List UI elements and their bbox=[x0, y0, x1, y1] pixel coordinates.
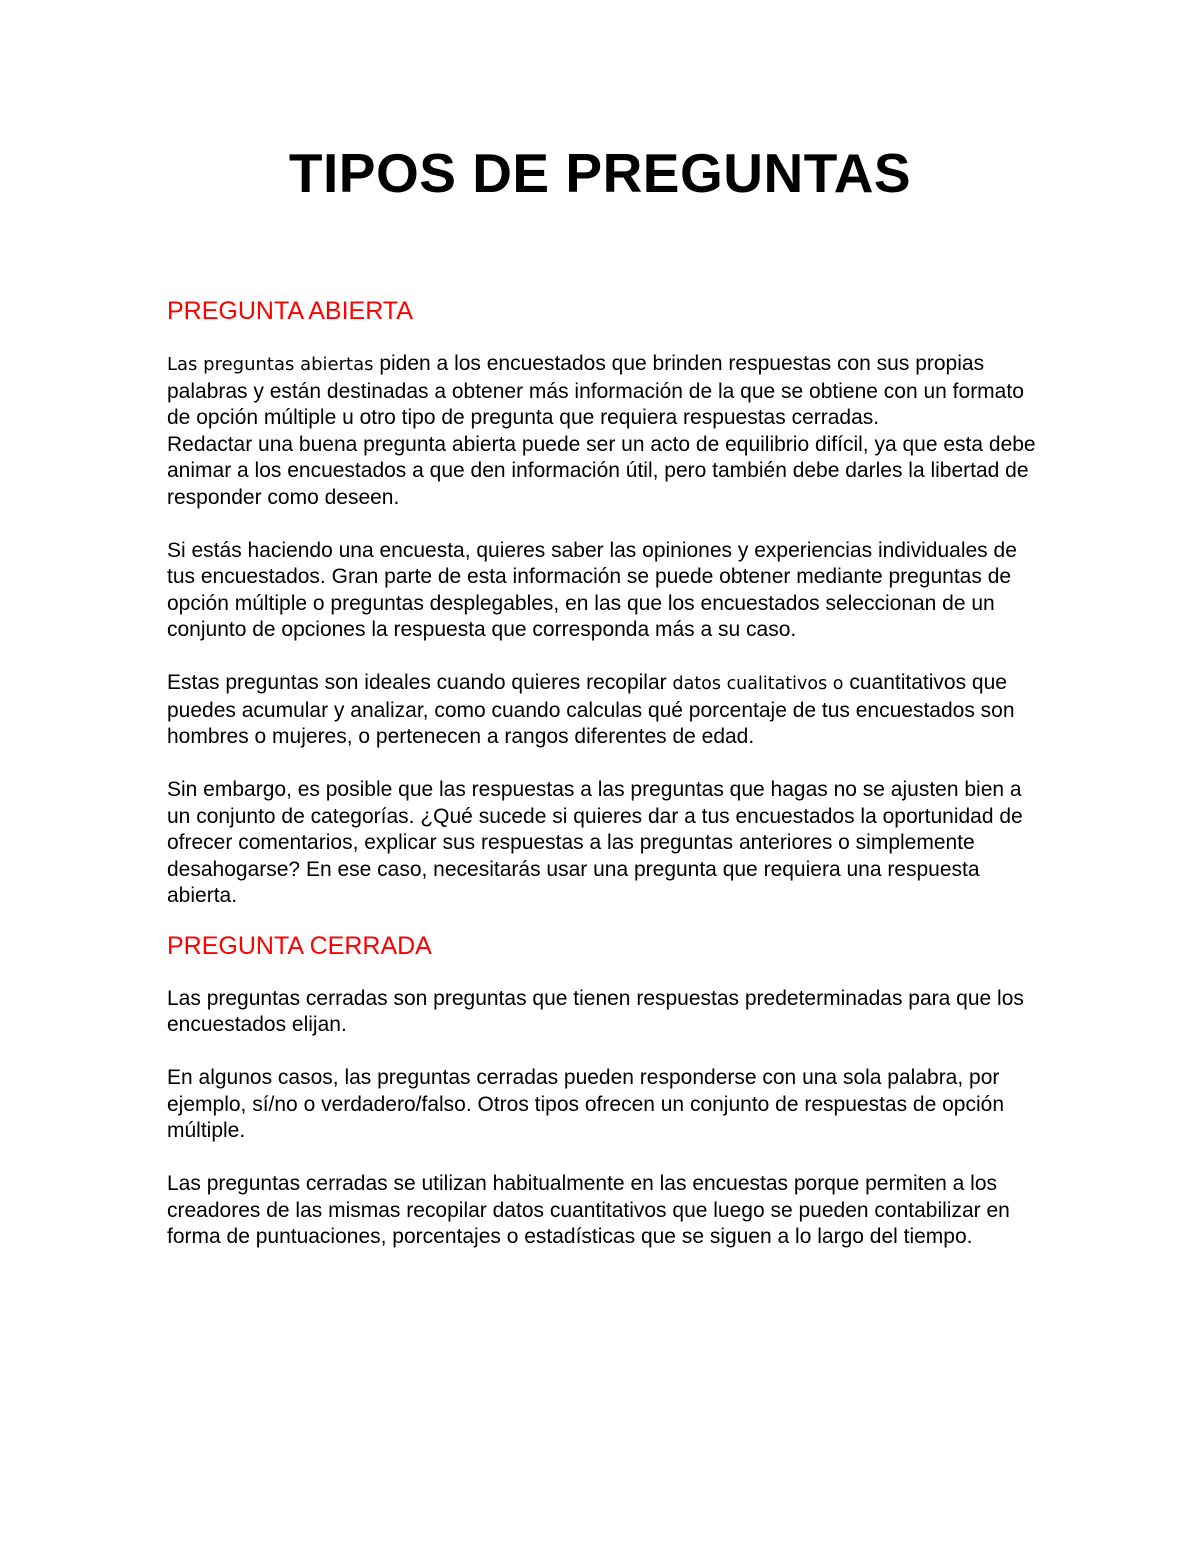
paragraph-abierta-1-lead: Las preguntas abiertas bbox=[167, 354, 374, 375]
paragraph-cerrada-3: Las preguntas cerradas se utilizan habitualmente en las encuestas porque permiten a los creadores de las mismas recopilar datos cuantitativos que luego se pueden contabilizar en forma de puntuaciones, porcentajes o estadísticas que se siguen a lo largo del tiempo. bbox=[167, 1172, 1010, 1248]
paragraph-abierta-4-b: datos cualitativos o bbox=[672, 674, 844, 694]
document-title: TIPOS DE PREGUNTAS bbox=[288, 142, 912, 204]
paragraph-abierta-1 bbox=[167, 351, 1047, 432]
paragraph-abierta-4 bbox=[167, 670, 1047, 751]
paragraph-abierta-5: Sin embargo, es posible que las respuestas a las preguntas que hagas no se ajusten bien a un conjunto de categorías. ¿Qué sucede si quieres dar a tus encuestados la oportunidad de ofrecer comentarios, explicar sus respuestas a las preguntas anteriores o simplemente desahogarse? En ese caso, necesitarás usar una pregunta que requiera una respuesta abierta. bbox=[167, 778, 1023, 907]
paragraph-abierta-4-c: cuantitativos que puedes acumular y analizar, como cuando calculas qué porcentaje de tus encuestados son hombres o mujeres, o pertenecen a rangos diferentes de edad. bbox=[167, 671, 1015, 748]
section-heading-abierta: PREGUNTA ABIERTA bbox=[167, 297, 413, 325]
section-heading-cerrada: PREGUNTA CERRADA bbox=[167, 931, 432, 960]
paragraph-abierta-1-rest: piden a los encuestados que brinden respuestas con sus propias palabras y están destinadas a obtener más información de la que se obtiene con un formato de opción múltiple u otro tipo de pregunta que requiera respuestas cerradas. bbox=[167, 352, 1024, 429]
paragraph-abierta-4-a: Estas preguntas son ideales cuando quieres recopilar bbox=[167, 671, 673, 694]
paragraph-cerrada-2: En algunos casos, las preguntas cerradas pueden responderse con una sola palabra, por ejemplo, sí/no o verdadero/falso. Otros tipos ofrecen un conjunto de respuestas de opción múltiple. bbox=[167, 1066, 1005, 1142]
paragraph-abierta-2: Redactar una buena pregunta abierta puede ser un acto de equilibrio difícil, ya que esta debe animar a los encuestados a que den información útil, pero también debe darles la libertad de responder como deseen. bbox=[167, 432, 1036, 509]
document-body bbox=[167, 295, 1047, 1251]
paragraph-abierta-3: Si estás haciendo una encuesta, quieres saber las opiniones y experiencias individuales de tus encuestados. Gran parte de esta información se puede obtener mediante preguntas de opción múltiple o preguntas desplegables, en las que los encuestados seleccionan de un conjunto de opciones la respuesta que corresponda más a su caso. bbox=[167, 538, 1017, 641]
paragraph-cerrada-1: Las preguntas cerradas son preguntas que tienen respuestas predeterminadas para que los encuestados elijan. bbox=[167, 986, 1024, 1036]
